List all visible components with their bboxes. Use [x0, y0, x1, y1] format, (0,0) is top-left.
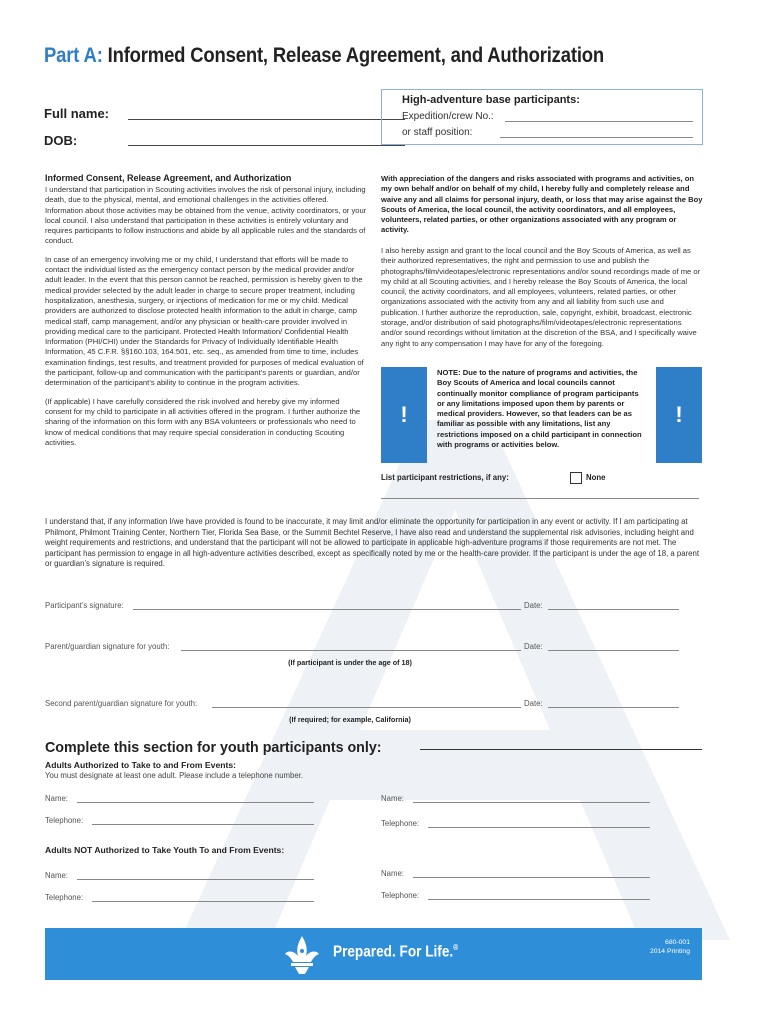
second-parent-date-field[interactable]: [548, 707, 679, 708]
second-parent-note: (If required; for example, California): [289, 715, 411, 724]
dob-field[interactable]: [128, 145, 405, 146]
alert-left-icon: !: [381, 367, 427, 463]
consent-para-1: I understand that participation in Scouting activities involves the risk of personal injury, including death, due to the physical, mental, and emotional challenges in the activities offered. Information about those activities may be obtained from the venue, activity coordinators, or your local council. I also understand that participation in these activities is entirely voluntary and requires participants to follow instructions and abide by all applicable rules and the standards of conduct.: [45, 185, 367, 246]
monitoring-note: NOTE: Due to the nature of programs and activities, the Boy Scouts of America and local councils cannot continually monitor compliance of program participants or any limitations imposed upon them by parents or medical providers. However, so that leaders can be as familiar as possible with any limitations, list any restrictions imposed on a child participant in connection with programs or activities below.: [437, 368, 642, 450]
alert-right-icon: !: [656, 367, 702, 463]
printing-year: 2014 Printing: [649, 948, 690, 955]
participant-date-label: Date:: [524, 601, 543, 610]
high-adventure-box: [381, 89, 703, 145]
footer-print-info: [610, 938, 690, 956]
title-text: Informed Consent, Release Agreement, and Authorization: [107, 44, 605, 67]
understanding-text: I understand that, if any information I/we have provided is found to be inaccurate, it may limit and/or eliminate the opportunity for participation in any event or activity. If I am participating at Philmont, Philmont Training Center, Northern Tier, Florida Sea Base, or the Summit Bechtel Reserve, I have also read and understand the supplemental risk advisories, including height and weight requirements and restrictions, and understand that the participant will not be allowed to participate in applicable high-adventure programs if those requirements are not met. The participant has permission to engage in all high-adventure activities described, except as specifically noted by me or the health-care provider. If the participant is under the age of 18, a parent or guardian’s signature is required.: [45, 517, 700, 569]
parent-date-field[interactable]: [548, 650, 679, 651]
not-authorized-telephone-field-2[interactable]: [428, 899, 650, 900]
parent-date-label: Date:: [524, 642, 543, 651]
expedition-field[interactable]: [505, 121, 693, 122]
release-text: With appreciation of the dangers and risks associated with programs and activities, on my own behalf and/or on behalf of my child, I hereby fully and completely release and waive any and all claims for personal injury, death, or loss that may arise against the Boy Scouts of America, the local council, the activity coordinators, and all employees, volunteers, related parties, or other organizations associated with any program or activity.: [381, 174, 703, 235]
second-parent-signature-field[interactable]: [212, 707, 521, 708]
parent-signature-field[interactable]: [181, 650, 521, 651]
not-authorized-name-field-1[interactable]: [77, 879, 314, 880]
youth-section-heading: Complete this section for youth participants only:: [45, 739, 382, 756]
second-parent-date-label: Date:: [524, 699, 543, 708]
none-checkbox[interactable]: [570, 472, 582, 484]
consent-body: [45, 185, 367, 456]
consent-para-3: (If applicable) I have carefully considered the risk involved and hereby give my informed consent for my child to participate in all activities offered in the program. I further authorize the sharing of the information on this form with any BSA volunteers or professionals who need to know of medical conditions that may require special consideration in conducting Scouting activities.: [45, 396, 361, 447]
restrictions-label: List participant restrictions, if any:: [381, 473, 509, 482]
authorized-heading: Adults Authorized to Take to and From Events:: [45, 760, 236, 770]
not-authorized-name-field-2[interactable]: [413, 877, 650, 878]
authorized-name-label-2: Name:: [381, 794, 404, 803]
title-part: Part A:: [44, 44, 103, 67]
parent-note: (If participant is under the age of 18): [288, 658, 412, 667]
participant-signature-label: Participant’s signature:: [45, 601, 124, 610]
authorized-name-label-1: Name:: [45, 794, 68, 803]
fleur-de-lis-logo-icon: [283, 934, 321, 976]
none-label: None: [586, 473, 606, 482]
page-title: [44, 44, 604, 68]
not-authorized-telephone-label-1: Telephone:: [45, 893, 84, 902]
youth-heading-rule: [420, 749, 702, 750]
not-authorized-telephone-label-2: Telephone:: [381, 891, 420, 900]
consent-heading: Informed Consent, Release Agreement, and Authorization: [45, 173, 292, 183]
staff-position-field[interactable]: [500, 137, 693, 138]
authorized-telephone-label-1: Telephone:: [45, 816, 84, 825]
restrictions-field[interactable]: [381, 498, 699, 499]
not-authorized-name-label-2: Name:: [381, 869, 404, 878]
authorized-telephone-field-2[interactable]: [428, 827, 650, 828]
parent-signature-label: Parent/guardian signature for youth:: [45, 642, 170, 651]
expedition-label: Expedition/crew No.:: [402, 111, 494, 122]
high-adventure-heading: High-adventure base participants:: [402, 94, 580, 106]
form-code: 680-001: [665, 939, 690, 946]
consent-para-2: In case of an emergency involving me or my child, I understand that efforts will be made to contact the individual listed as the emergency contact person by the medical provider and/or adult leader. In the event that this person cannot be reached, permission is hereby given to the medical provider selected by the adult leader in charge to secure proper treatment, including hospitalization, anesthesia, surgery, or injections of medication for me or my child. Medical providers are authorized to disclose protected health information to the adult in charge, camp medical staff, camp management, and/or any physician or health-care provider involved in providing medical care to the participant. Protected Health Information/ Confidential Health Information (PHI/CHI) under the Standards for Privacy of Individually Identifiable Health Information, 45 C.F.R. §§160.103, 164.501, etc. seq., as amended from time to time, includes examination findings, test results, and treatment provided for purposes of medical evaluation of the participant, follow-up and communication with the participant’s parents or guardian, and/or determination of the participant’s ability to continue in the program activities.: [45, 254, 364, 388]
footer-slogan-text: Prepared. For Life.: [333, 943, 454, 961]
not-authorized-heading: Adults NOT Authorized to Take Youth To and From Events:: [45, 845, 285, 855]
not-authorized-telephone-field-1[interactable]: [92, 901, 314, 902]
full-name-field[interactable]: [128, 119, 405, 120]
authorized-telephone-label-2: Telephone:: [381, 819, 420, 828]
dob-label: DOB:: [44, 133, 78, 148]
footer-banner: [45, 928, 702, 980]
footer-slogan: [333, 943, 458, 961]
staff-position-label: or staff position:: [402, 127, 473, 138]
full-name-label: Full name:: [44, 106, 110, 121]
authorized-name-field-1[interactable]: [77, 802, 314, 803]
grant-text: I also hereby assign and grant to the local council and the Boy Scouts of America, as well as their authorized representatives, the right and permission to use and publish the photographs/film/videotapes/electronic representations and/or sound recordings made of me or my child at all Scouting activities, and I hereby release the Boy Scouts of America, the local council, the activity coordinators, and all employees, volunteers, related parties, or other organizations associated with the activity from any and all liability from such use and publication. I further authorize the reproduction, sale, copyright, exhibit, broadcast, electronic storage, and/or distribution of said photographs/film/videotapes/electronic representations and/or sound recordings without limitation at the discretion of the BSA, and I specifically waive any right to any compensation I may have for any of the foregoing.: [381, 246, 701, 348]
footer-reg-mark: ®: [453, 943, 459, 952]
not-authorized-name-label-1: Name:: [45, 871, 68, 880]
second-parent-signature-label: Second parent/guardian signature for youth:: [45, 699, 198, 708]
participant-date-field[interactable]: [548, 609, 679, 610]
participant-signature-field[interactable]: [133, 609, 521, 610]
authorized-name-field-2[interactable]: [413, 802, 650, 803]
authorized-telephone-field-1[interactable]: [92, 824, 314, 825]
authorized-subtext: You must designate at least one adult. Please include a telephone number.: [45, 771, 304, 780]
